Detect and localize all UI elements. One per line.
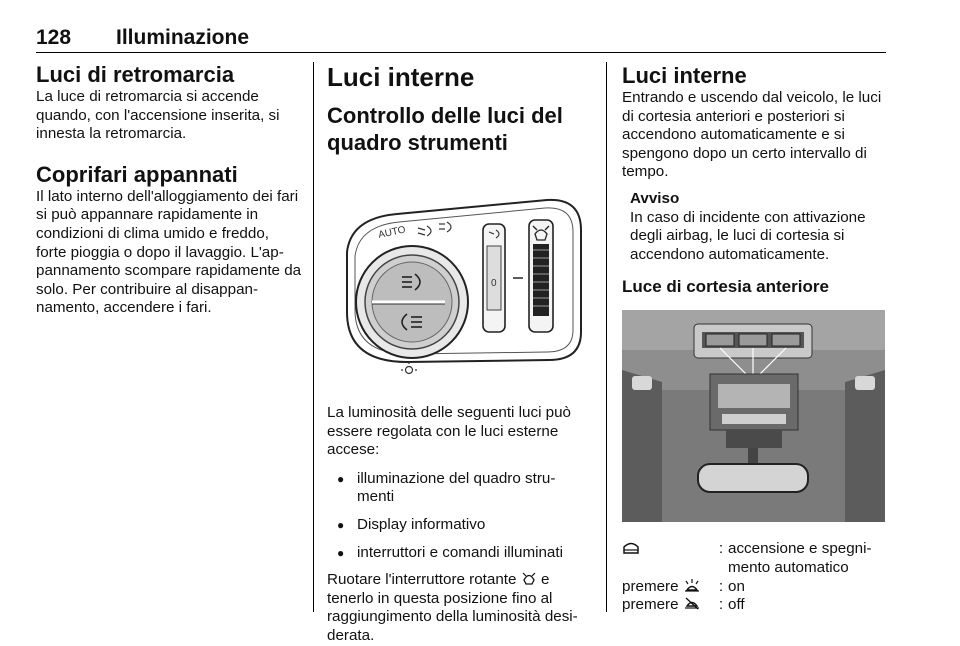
column-divider xyxy=(606,62,607,612)
legend-row: : accensione e spegni-mento automatico xyxy=(622,540,887,577)
heading-instrument-illumination: Controllo delle luci del quadro strumenti xyxy=(327,103,563,155)
dimming-intro: La luminosità delle seguenti luci può essere regolata con le luci esterne accese: xyxy=(327,404,572,459)
rear-view-mirror xyxy=(698,464,808,492)
heading-interior-lights: Luci interne xyxy=(327,62,475,92)
list-item: ● Display informativo xyxy=(327,516,589,535)
column-divider xyxy=(313,62,314,612)
dimmable-lights-list xyxy=(327,470,589,562)
fogged-headlights-text: Il lato interno dell'alloggiamento dei fari si può appannare rapidamente in condizioni di clima umido e freddo, forte pioggia o dopo il lavaggio. L'ap-pannamento scompare rapidamente da solo. Per contribuire al disappan-namento, accendere i fari. xyxy=(36,187,302,317)
notice-text: In caso di incidente con attivazione degli airbag, le luci di cortesia si accendono automaticamente. xyxy=(630,208,866,263)
reverse-lights-text: La luce di retromarcia si accende quando, con l'accensione inserita, si innesta la retromarcia. xyxy=(36,88,280,143)
header-title: Illuminazione xyxy=(116,26,250,49)
column-2 xyxy=(327,62,589,646)
lamp-off-button xyxy=(772,334,800,346)
dimming-instructions: Ruotare l'interruttore rotante e tenerlo in questa posizione fino al raggiungimento della luminosità desi-derata. xyxy=(327,571,578,644)
column-3 xyxy=(622,62,887,615)
notice-title: Avviso xyxy=(630,189,680,207)
notice-box xyxy=(622,190,887,264)
legend-row: premere : off xyxy=(622,596,745,614)
sidelight-icon xyxy=(401,362,417,374)
auto-label: AUTO xyxy=(377,224,407,241)
wheel-zero-label: 0 xyxy=(491,278,497,289)
heading-front-courtesy-light: Luce di cortesia anteriore xyxy=(622,277,829,297)
list-item: ● illuminazione del quadro stru-menti xyxy=(327,470,589,507)
courtesy-light-legend xyxy=(622,540,887,614)
column-1 xyxy=(36,62,302,318)
front-courtesy-light-photo xyxy=(622,310,885,522)
page-header xyxy=(36,26,886,53)
lamp-off-icon xyxy=(683,596,701,611)
heading-reverse-lights: Luci di retromarcia xyxy=(36,62,235,87)
door-lamp-icon xyxy=(622,541,640,555)
lamp-on-button xyxy=(739,334,767,346)
heading-interior-lights: Luci interne xyxy=(622,63,747,88)
dimmer-icon xyxy=(521,571,537,586)
light-switch-figure xyxy=(327,182,589,382)
interior-lights-text: Entrando e uscendo dal veicolo, le luci di cortesia anteriori e posteriori si accendono automaticamente e si spengono dopo un certo intervallo di tempo. xyxy=(622,89,882,181)
list-item: ● interruttori e comandi illuminati xyxy=(327,544,589,563)
door-lamp-button xyxy=(706,334,734,346)
legend-row: premere : on xyxy=(622,577,745,595)
page-number: 128 xyxy=(36,26,72,49)
lamp-on-icon xyxy=(683,578,701,593)
heading-fogged-headlights: Coprifari appannati xyxy=(36,161,238,187)
